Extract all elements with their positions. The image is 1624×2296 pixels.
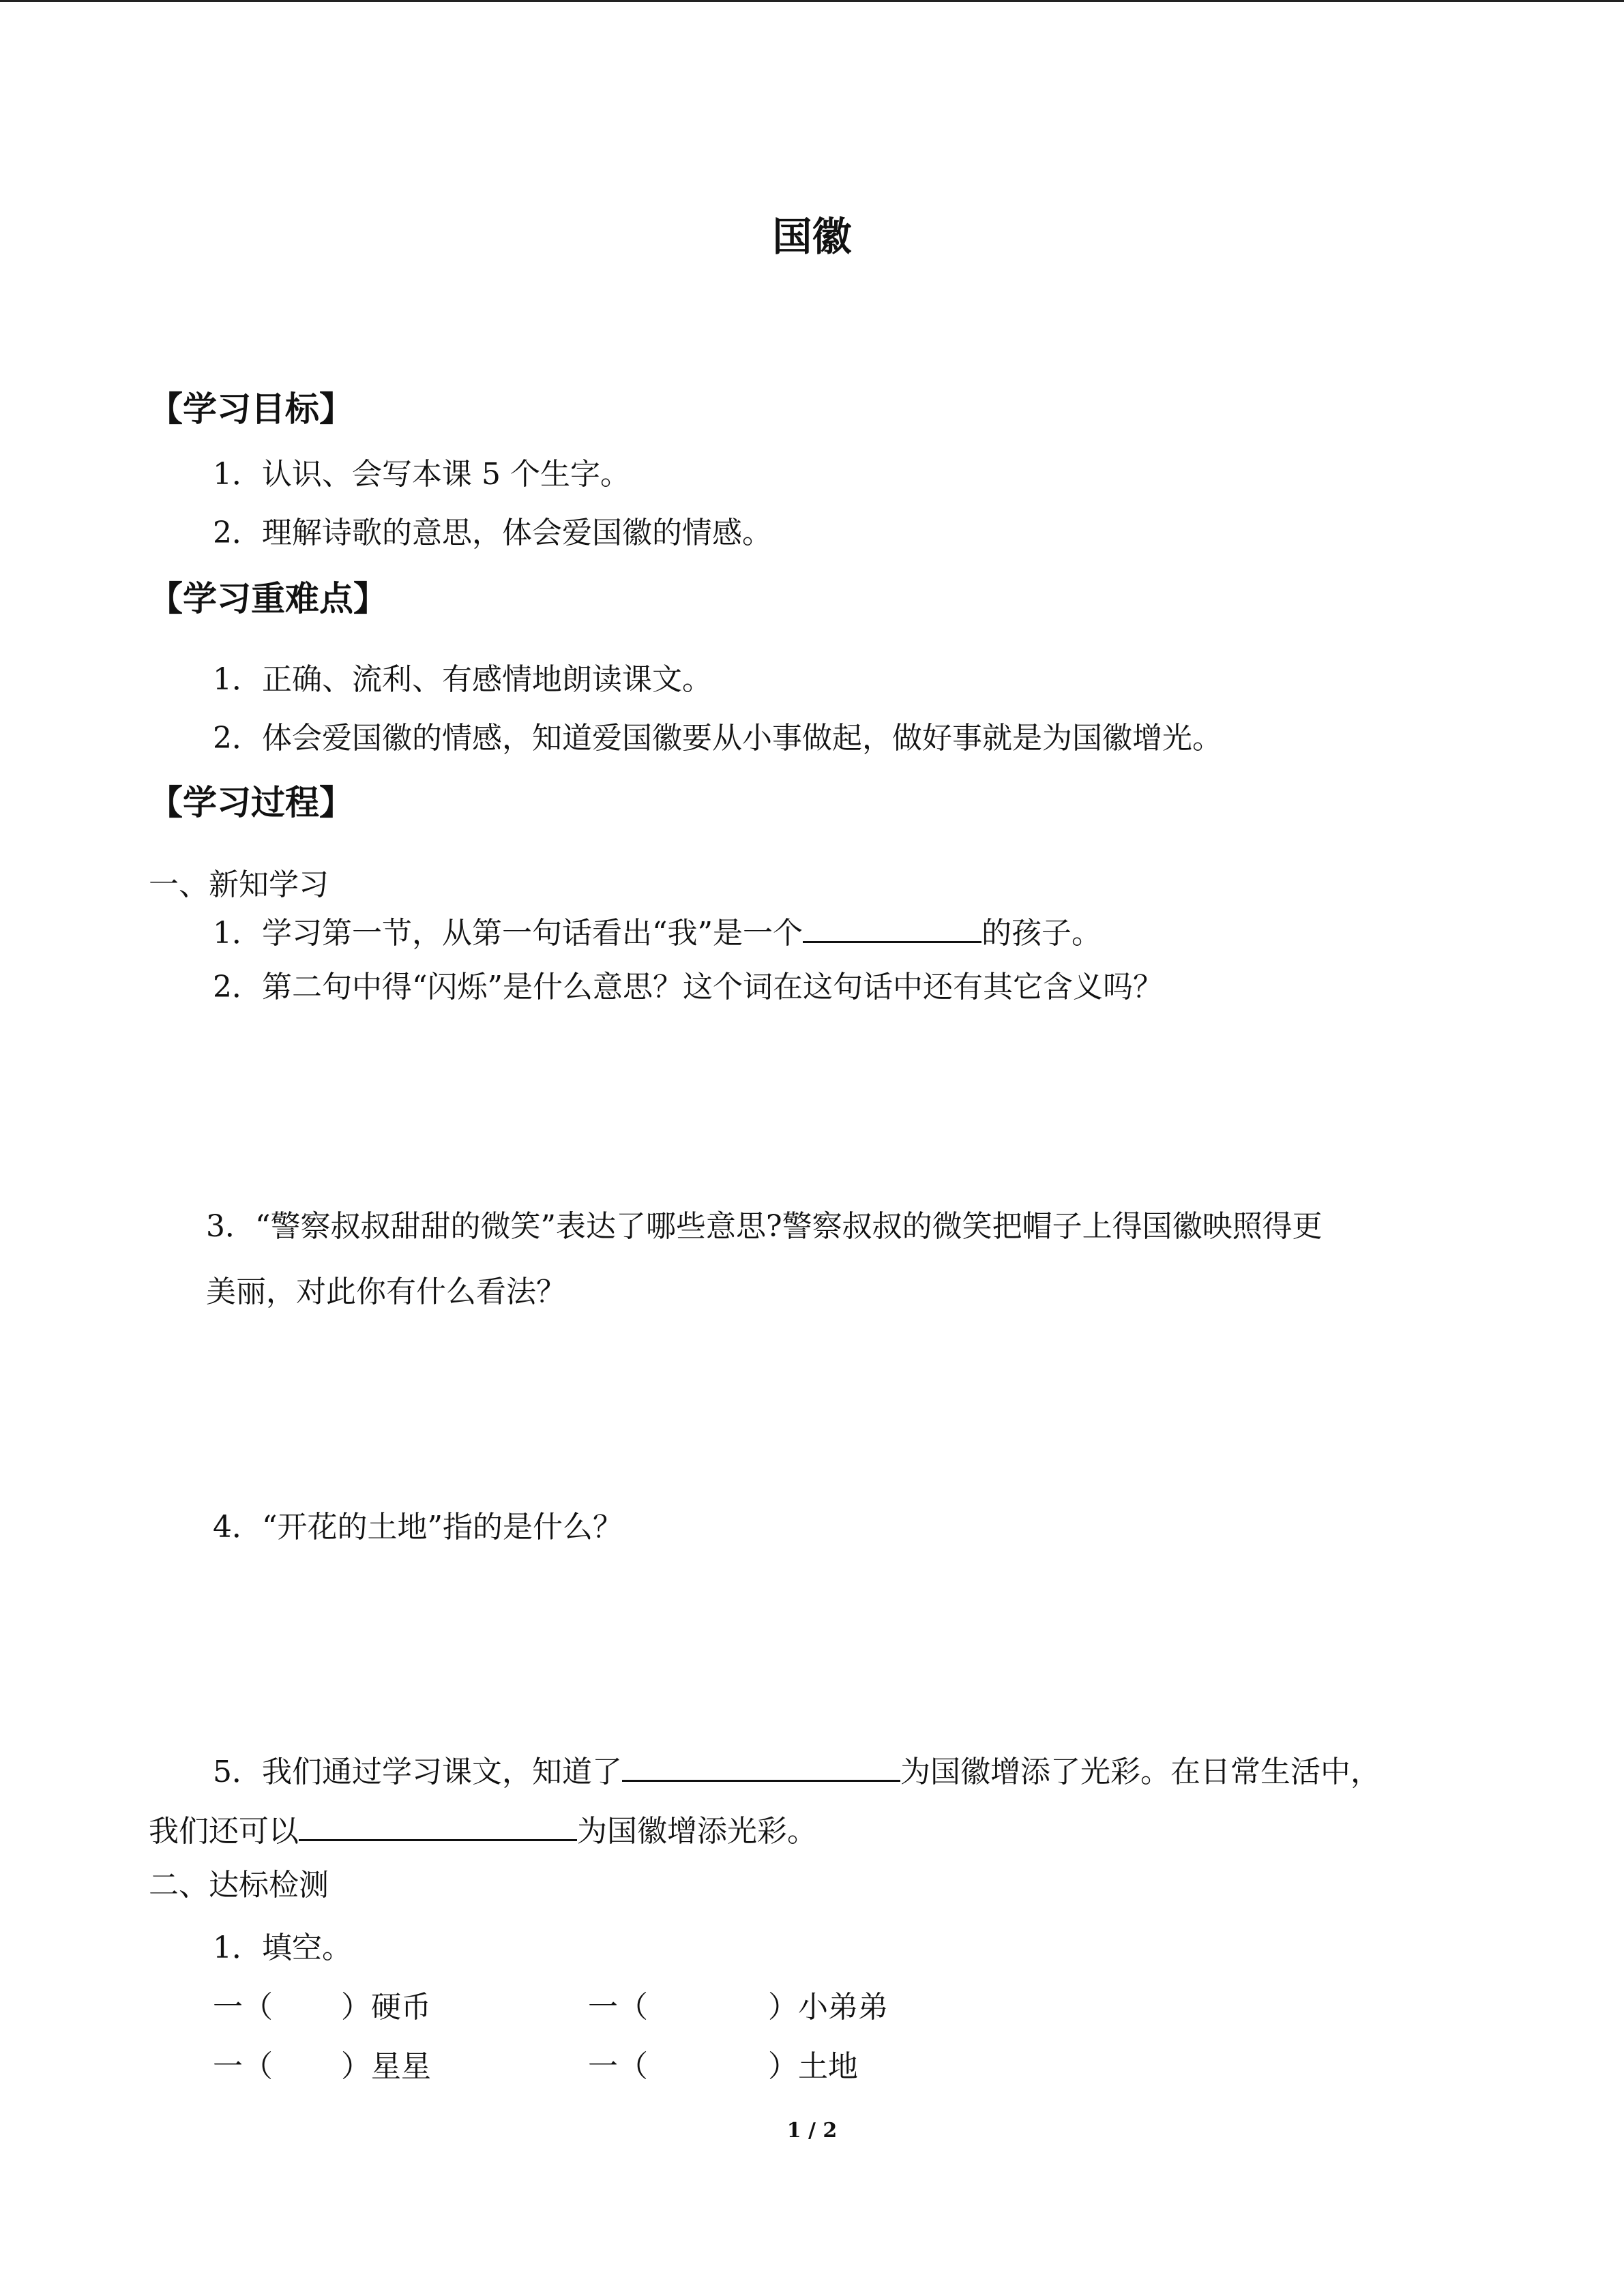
question-1 xyxy=(213,914,1102,949)
keypoint-item-1: 1．正确、流利、有感情地朗读课文。 xyxy=(213,662,712,697)
answer-blank-5b[interactable] xyxy=(299,1812,577,1841)
page-top-border xyxy=(0,0,1624,2)
fill-row-1-left-suffix: ）硬币 xyxy=(341,1990,431,2025)
fill-row-2-right xyxy=(588,2049,858,2084)
goal-item-2: 2．理解诗歌的意思，体会爱国徽的情感。 xyxy=(213,516,772,550)
fill-row-2-left xyxy=(213,2049,431,2084)
fill-row-2-left-prefix: 一（ xyxy=(213,2049,273,2084)
goal-item-1: 1．认识、会写本课 5 个生字。 xyxy=(213,457,630,492)
fill-row-2-left-suffix: ）星星 xyxy=(341,2049,431,2084)
question-1-text-before: 1．学习第一节，从第一句话看出“我”是一个 xyxy=(213,916,803,951)
question-4: 4．“开花的土地”指的是什么？ xyxy=(213,1510,623,1545)
fill-row-2-right-prefix: 一（ xyxy=(588,2049,648,2084)
part2-question-1: 1．填空。 xyxy=(213,1930,352,1965)
keypoint-item-2: 2．体会爱国徽的情感，知道爱国徽要从小事做起，做好事就是为国徽增光。 xyxy=(213,721,1222,756)
fill-row-2-right-suffix: ）土地 xyxy=(768,2049,858,2084)
question-5-text-mid: 为国徽增添了光彩。在日常生活中， xyxy=(900,1755,1381,1789)
fill-row-1-left xyxy=(213,1990,431,2025)
part2-label: 二、达标检测 xyxy=(149,1868,329,1903)
section-heading-goals: 【学习目标】 xyxy=(149,389,353,429)
page-title: 国徽 xyxy=(772,213,852,260)
answer-blank-5a[interactable] xyxy=(622,1753,900,1782)
question-3-line-2: 美丽，对此你有什么看法？ xyxy=(206,1274,566,1309)
fill-row-1-left-prefix: 一（ xyxy=(213,1990,273,2025)
question-5-line-1 xyxy=(213,1753,1381,1787)
question-5-line-2 xyxy=(149,1812,817,1847)
question-3-line-1: 3．“警察叔叔甜甜的微笑”表达了哪些意思?警察叔叔的微笑把帽子上得国徽映照得更 xyxy=(206,1209,1323,1244)
page-number: 1 / 2 xyxy=(786,2119,838,2143)
question-5-line-2-after: 为国徽增添光彩。 xyxy=(577,1814,817,1849)
fill-row-1-right-suffix: ）小弟弟 xyxy=(768,1990,888,2025)
fill-row-1-right xyxy=(588,1990,888,2025)
part1-label: 一、新知学习 xyxy=(149,867,329,902)
question-2: 2．第二句中得“闪烁”是什么意思？这个词在这句话中还有其它含义吗？ xyxy=(213,970,1163,1004)
answer-blank-1[interactable] xyxy=(803,914,981,943)
section-heading-keypoints: 【学习重难点】 xyxy=(149,579,387,618)
fill-row-1-right-prefix: 一（ xyxy=(588,1990,648,2025)
question-1-text-after: 的孩子。 xyxy=(981,916,1102,951)
question-5-text-before: 5．我们通过学习课文，知道了 xyxy=(213,1755,622,1789)
question-5-line-2-before: 我们还可以 xyxy=(149,1814,299,1849)
section-heading-process: 【学习过程】 xyxy=(149,783,353,822)
